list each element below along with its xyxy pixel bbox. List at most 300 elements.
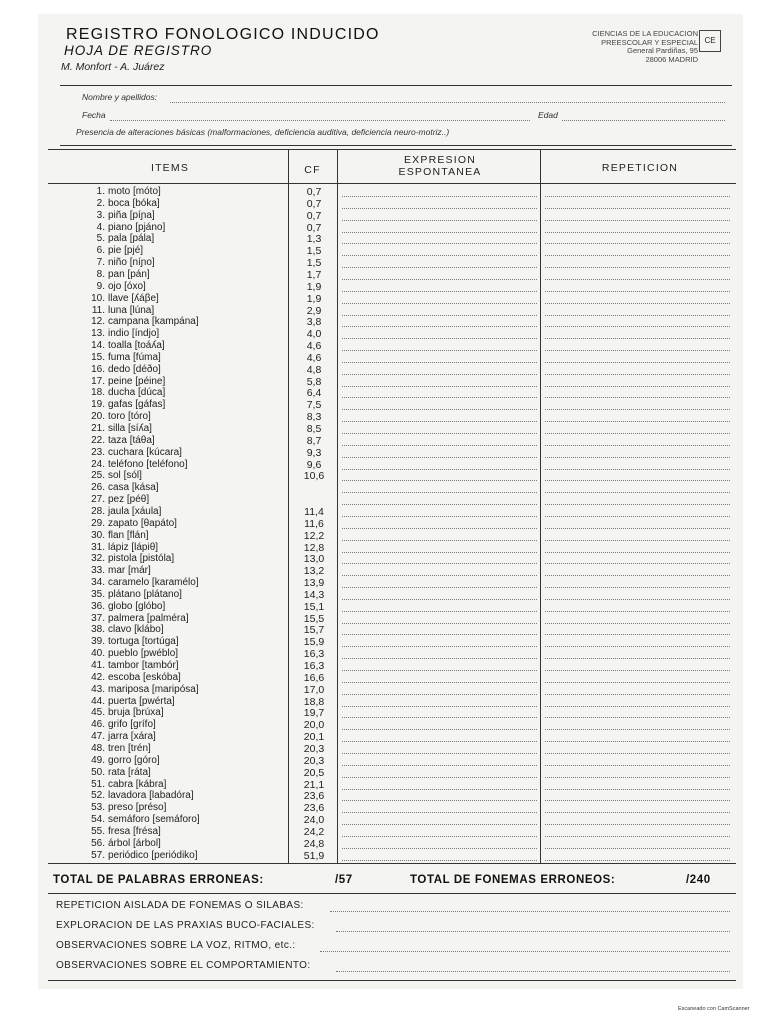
item-word-text: plátano [108,588,141,600]
expresion-cell[interactable] [342,337,537,339]
item-number: 35. [91,588,105,600]
item-cf: 19,7 [303,707,325,720]
expresion-cell[interactable] [342,859,537,861]
repeticion-cell[interactable] [545,361,730,363]
table-row [60,790,732,802]
expresion-cell[interactable] [342,242,537,244]
expresion-cell[interactable] [342,586,537,588]
date-field[interactable] [110,119,530,121]
item-cf: 51,9 [303,849,325,862]
expresion-cell[interactable] [342,835,537,837]
repeticion-cell[interactable] [545,468,730,470]
item-word-text: fuma [108,351,131,363]
item-number: 7. [96,257,105,269]
item-phonetic: [ráta] [128,766,151,778]
repeticion-cell[interactable] [545,385,730,387]
expresion-cell[interactable] [342,562,537,564]
item-number: 30. [91,529,105,541]
expresion-cell[interactable] [342,622,537,624]
obs-voz-field[interactable] [320,950,730,952]
table-row [60,328,732,340]
item-word [75,743,151,754]
item-number: 12. [91,316,105,328]
table-row [60,222,732,234]
expresion-cell[interactable] [342,432,537,434]
table-row [60,826,732,838]
expresion-cell[interactable] [342,349,537,351]
repeticion-cell[interactable] [545,432,730,434]
expresion-cell[interactable] [342,776,537,778]
item-number: 42. [91,671,105,683]
repeticion-cell[interactable] [545,527,730,529]
expresion-cell[interactable] [342,385,537,387]
expresion-cell[interactable] [342,847,537,849]
repeticion-cell[interactable] [545,716,730,718]
item-cf: 15,5 [303,612,325,625]
publisher-line: General Pardiñas, 95 [627,46,698,55]
item-cf: 8,5 [306,423,322,435]
item-word-text: globo [108,600,133,612]
item-phonetic: [karamélo] [151,577,199,589]
expresion-cell[interactable] [342,314,537,316]
item-number: 28. [91,505,105,517]
item-cf: 10,6 [303,470,325,483]
document-title: REGISTRO FONOLOGICO INDUCIDO [66,26,380,43]
table-row [60,387,732,399]
repeticion-cell[interactable] [545,456,730,458]
item-word [75,755,160,766]
repeticion-cell[interactable] [545,859,730,861]
item-word [75,684,199,695]
item-phonetic: [préso] [135,802,167,814]
item-cf: 16,3 [303,660,325,672]
item-word-text: pie [108,245,122,257]
item-word [75,269,150,280]
expresion-cell[interactable] [342,479,537,481]
item-phonetic: [toáʎa] [134,340,165,352]
item-number: 24. [91,458,105,470]
item-number: 8. [96,268,105,280]
table-row [60,399,732,411]
expresion-cell[interactable] [342,231,537,233]
repeticion-cell[interactable] [545,598,730,600]
repeticion-cell[interactable] [545,645,730,647]
repeticion-cell[interactable] [545,633,730,635]
obs-praxias-field[interactable] [336,930,730,932]
item-phonetic: [gáfas] [135,399,166,411]
publisher-line: PREESCOLAR Y ESPECIAL [601,37,698,47]
item-word [75,305,154,316]
item-word-text: pan [108,268,125,280]
expresion-cell[interactable] [342,396,537,398]
item-number: 53. [91,802,105,814]
item-cf: 0,7 [306,197,322,210]
item-cf: 14,3 [303,588,325,601]
repeticion-cell[interactable] [545,491,730,493]
repeticion-cell[interactable] [545,811,730,813]
item-phonetic: [lápiθ] [131,541,159,553]
header-items: ITEMS [150,162,190,174]
expresion-cell[interactable] [342,657,537,659]
expresion-cell[interactable] [342,598,537,600]
table-row [60,719,732,731]
item-phonetic: [trén] [128,742,151,754]
item-number: 15. [91,351,105,363]
authors: M. Monfort - A. Juárez [61,61,165,73]
item-phonetic: [klábo] [134,624,164,636]
item-number: 48. [91,742,105,754]
item-phonetic: [píɲa] [129,209,155,221]
item-number: 18. [91,387,105,399]
item-phonetic: [brúxa] [133,707,164,719]
item-word [75,530,149,541]
repeticion-cell[interactable] [545,776,730,778]
item-cf: 20,1 [303,731,325,744]
expresion-cell[interactable] [342,325,537,327]
expresion-cell[interactable] [342,290,537,292]
table-row [60,305,732,317]
item-word [75,696,175,707]
expresion-cell[interactable] [342,503,537,505]
repeticion-cell[interactable] [545,231,730,233]
item-phonetic: [pistóla] [139,553,175,565]
table-bottom-rule [48,863,736,864]
expresion-cell[interactable] [342,799,537,801]
repeticion-cell[interactable] [545,290,730,292]
table-row [60,696,732,708]
item-number: 19. [91,399,105,411]
table-row [60,684,732,696]
obs-comportamiento-label: OBSERVACIONES SOBRE EL COMPORTAMIENTO: [56,960,311,971]
item-phonetic: [xára] [130,731,156,743]
expresion-cell[interactable] [342,551,537,553]
repeticion-cell[interactable] [545,693,730,695]
item-number: 22. [91,434,105,446]
repeticion-cell[interactable] [545,622,730,624]
repeticion-cell[interactable] [545,314,730,316]
item-cf: 9,3 [306,446,322,459]
expresion-cell[interactable] [342,408,537,410]
alterations-label: Presencia de alteraciones básicas (malformaciones, deficiencia auditiva, deficiencia neuro-motriz..) [76,127,450,137]
item-cf: 7,5 [306,399,322,412]
item-word [75,494,149,505]
item-number: 41. [91,660,105,671]
repeticion-cell[interactable] [545,740,730,742]
item-phonetic: [teléfono] [146,458,188,470]
item-phonetic: [tambór] [141,660,179,671]
item-word [75,707,164,718]
publisher-logo-icon: CE [699,30,721,52]
repeticion-cell[interactable] [545,705,730,707]
item-cf: 12,8 [303,541,325,554]
expresion-cell[interactable] [342,420,537,422]
repeticion-cell[interactable] [545,574,730,576]
table-row [60,850,732,862]
item-phonetic: [árbol] [133,837,161,849]
repeticion-cell[interactable] [545,337,730,339]
repeticion-cell[interactable] [545,562,730,564]
item-phonetic: [grífo] [130,719,156,731]
repeticion-cell[interactable] [545,657,730,659]
expresion-cell[interactable] [342,302,537,304]
repeticion-cell[interactable] [545,586,730,588]
table-row [60,269,732,281]
item-cf: 23,6 [303,802,325,815]
item-word-text: grifo [108,719,128,731]
item-word [75,565,151,576]
item-word-text: puerta [108,695,137,707]
item-word-text: ojo [108,280,122,292]
name-field[interactable] [170,101,725,103]
repeticion-cell[interactable] [545,835,730,837]
item-word-text: palmera [108,612,145,624]
table-row [60,316,732,328]
expresion-cell[interactable] [342,539,537,541]
expresion-cell[interactable] [342,361,537,363]
repeticion-cell[interactable] [545,551,730,553]
repeticion-cell[interactable] [545,799,730,801]
header-repeticion: REPETICION [601,162,679,174]
expresion-cell[interactable] [342,811,537,813]
item-word-text: piano [108,221,133,233]
obs-comportamiento-field[interactable] [336,970,730,972]
item-cf: 1,5 [306,245,322,258]
expresion-cell[interactable] [342,515,537,517]
item-word-text: tortuga [108,636,140,648]
table-row [60,814,732,826]
item-word [75,589,182,600]
repeticion-cell[interactable] [545,242,730,244]
item-word-text: jarra [108,731,129,743]
item-word-text: periódico [108,849,149,861]
item-word [75,435,155,446]
table-row [60,470,732,482]
item-number: 40. [91,648,105,660]
expresion-cell[interactable] [342,645,537,647]
item-number: 27. [91,494,105,506]
repeticion-cell[interactable] [545,681,730,683]
repeticion-cell[interactable] [545,479,730,481]
total-phonemes-max: /240 [686,874,711,886]
item-number: 44. [91,695,105,707]
expresion-cell[interactable] [342,278,537,280]
item-phonetic: [már] [128,565,151,577]
item-cf: 9,6 [306,458,322,471]
expresion-cell[interactable] [342,669,537,671]
expresion-cell[interactable] [342,574,537,576]
expresion-cell[interactable] [342,207,537,209]
item-word-text: tambor [108,660,140,671]
item-word-text: boca [108,197,130,209]
item-number: 31. [91,541,105,553]
item-word [75,340,165,351]
repeticion-cell[interactable] [545,266,730,268]
repeticion-cell[interactable] [545,669,730,671]
repeticion-cell[interactable] [545,195,730,197]
item-cf: 1,9 [306,280,322,293]
repeticion-cell[interactable] [545,728,730,730]
table-row [60,589,732,601]
item-cf: 4,0 [306,328,322,341]
expresion-cell[interactable] [342,254,537,256]
item-cf: 16,6 [303,671,325,684]
item-number: 6. [96,245,105,257]
repeticion-cell[interactable] [545,396,730,398]
table-row [60,494,732,506]
expresion-cell[interactable] [342,610,537,612]
item-phonetic: [óxo] [124,280,146,292]
table-row [60,779,732,791]
item-phonetic: [kása] [131,482,159,494]
expresion-cell[interactable] [342,728,537,730]
item-cf: 4,6 [306,351,322,364]
obs-repeticion-field[interactable] [330,910,730,912]
table-row [60,601,732,613]
item-number: 33. [91,565,105,577]
item-number: 1. [96,186,105,197]
item-cf: 2,9 [306,304,322,317]
item-word [75,838,161,849]
item-word-text: luna [108,304,127,316]
repeticion-cell[interactable] [545,219,730,221]
item-number: 54. [91,814,105,826]
repeticion-cell[interactable] [545,278,730,280]
expresion-cell[interactable] [342,373,537,375]
item-number: 11. [91,304,105,316]
item-cf: 21,1 [303,778,325,791]
item-word-text: flan [108,529,125,541]
item-word [75,364,161,375]
item-phonetic: [góro] [134,754,160,766]
item-cf: 11,4 [304,505,324,518]
item-word [75,826,161,837]
expresion-cell[interactable] [342,693,537,695]
repeticion-cell[interactable] [545,788,730,790]
table-row [60,293,732,305]
expresion-cell[interactable] [342,716,537,718]
expresion-cell[interactable] [342,764,537,766]
item-phonetic: [periódiko] [151,849,198,861]
table-row [60,233,732,245]
item-word [75,636,179,647]
item-number: 3. [96,209,105,221]
repeticion-cell[interactable] [545,408,730,410]
age-field[interactable] [562,119,725,121]
observations-bottom-rule [48,980,736,981]
item-word-text: sol [108,470,121,482]
item-word [75,767,151,778]
item-cf: 15,7 [303,624,325,637]
item-word [75,328,159,339]
item-phonetic: [flán] [126,529,149,541]
item-cf: 8,7 [306,434,322,447]
item-word-text: dedo [108,363,131,375]
repeticion-cell[interactable] [545,444,730,446]
expresion-cell[interactable] [342,491,537,493]
expresion-cell[interactable] [342,705,537,707]
repeticion-cell[interactable] [545,503,730,505]
item-phonetic: [sól] [123,470,142,482]
expresion-cell[interactable] [342,456,537,458]
expresion-cell[interactable] [342,468,537,470]
repeticion-cell[interactable] [545,373,730,375]
date-label: Fecha [82,110,106,120]
header-expresion-espontanea: EXPRESION ESPONTANEA [398,154,482,178]
item-number: 2. [96,197,105,209]
table-row [60,731,732,743]
table-row [60,743,732,755]
item-phonetic: [xáula] [131,505,162,517]
item-word-text: peine [108,375,133,387]
item-word-text: caramelo [108,577,150,589]
repeticion-cell[interactable] [545,349,730,351]
item-word [75,257,155,268]
repeticion-cell[interactable] [545,764,730,766]
expresion-cell[interactable] [342,752,537,754]
expresion-cell[interactable] [342,681,537,683]
item-word [75,731,156,742]
item-cf: 24,0 [303,814,325,827]
repeticion-cell[interactable] [545,325,730,327]
item-word-text: teléfono [108,458,144,470]
repeticion-cell[interactable] [545,515,730,517]
repeticion-cell[interactable] [545,302,730,304]
item-word-text: preso [108,802,134,814]
item-word [75,281,146,292]
repeticion-cell[interactable] [545,752,730,754]
item-phonetic: [labadóra] [149,790,194,802]
item-cf: 5,8 [306,375,322,388]
expresion-cell[interactable] [342,195,537,197]
publisher-line: 28006 MADRID [645,54,698,64]
expresion-cell[interactable] [342,444,537,446]
repeticion-cell[interactable] [545,610,730,612]
item-word-text: semáforo [108,814,150,826]
expresion-cell[interactable] [342,788,537,790]
item-word [75,802,166,813]
item-cf: 1,5 [306,257,322,270]
expresion-cell[interactable] [342,219,537,221]
scanner-watermark: Escaneado con CamScanner [678,1006,750,1012]
table-row [60,435,732,447]
expresion-cell[interactable] [342,266,537,268]
repeticion-cell[interactable] [545,207,730,209]
table-row [60,257,732,269]
item-number: 20. [91,411,105,423]
item-word [75,624,164,635]
repeticion-cell[interactable] [545,254,730,256]
item-word-text: zapato [108,517,139,529]
table-row [60,447,732,459]
item-cf: 3,8 [306,316,322,329]
table-row [60,411,732,423]
expresion-cell[interactable] [342,740,537,742]
repeticion-cell[interactable] [545,539,730,541]
table-row [60,245,732,257]
repeticion-cell[interactable] [545,420,730,422]
repeticion-cell[interactable] [545,847,730,849]
repeticion-cell[interactable] [545,823,730,825]
item-word [75,553,174,564]
total-phonemes-label: TOTAL DE FONEMAS ERRONEOS: [410,874,616,886]
expresion-cell[interactable] [342,633,537,635]
item-word [75,222,165,233]
item-phonetic: [bóka] [132,197,160,209]
expresion-cell[interactable] [342,527,537,529]
expresion-cell[interactable] [342,823,537,825]
item-phonetic: [móto] [133,186,161,197]
item-cf: 20,0 [303,719,325,732]
